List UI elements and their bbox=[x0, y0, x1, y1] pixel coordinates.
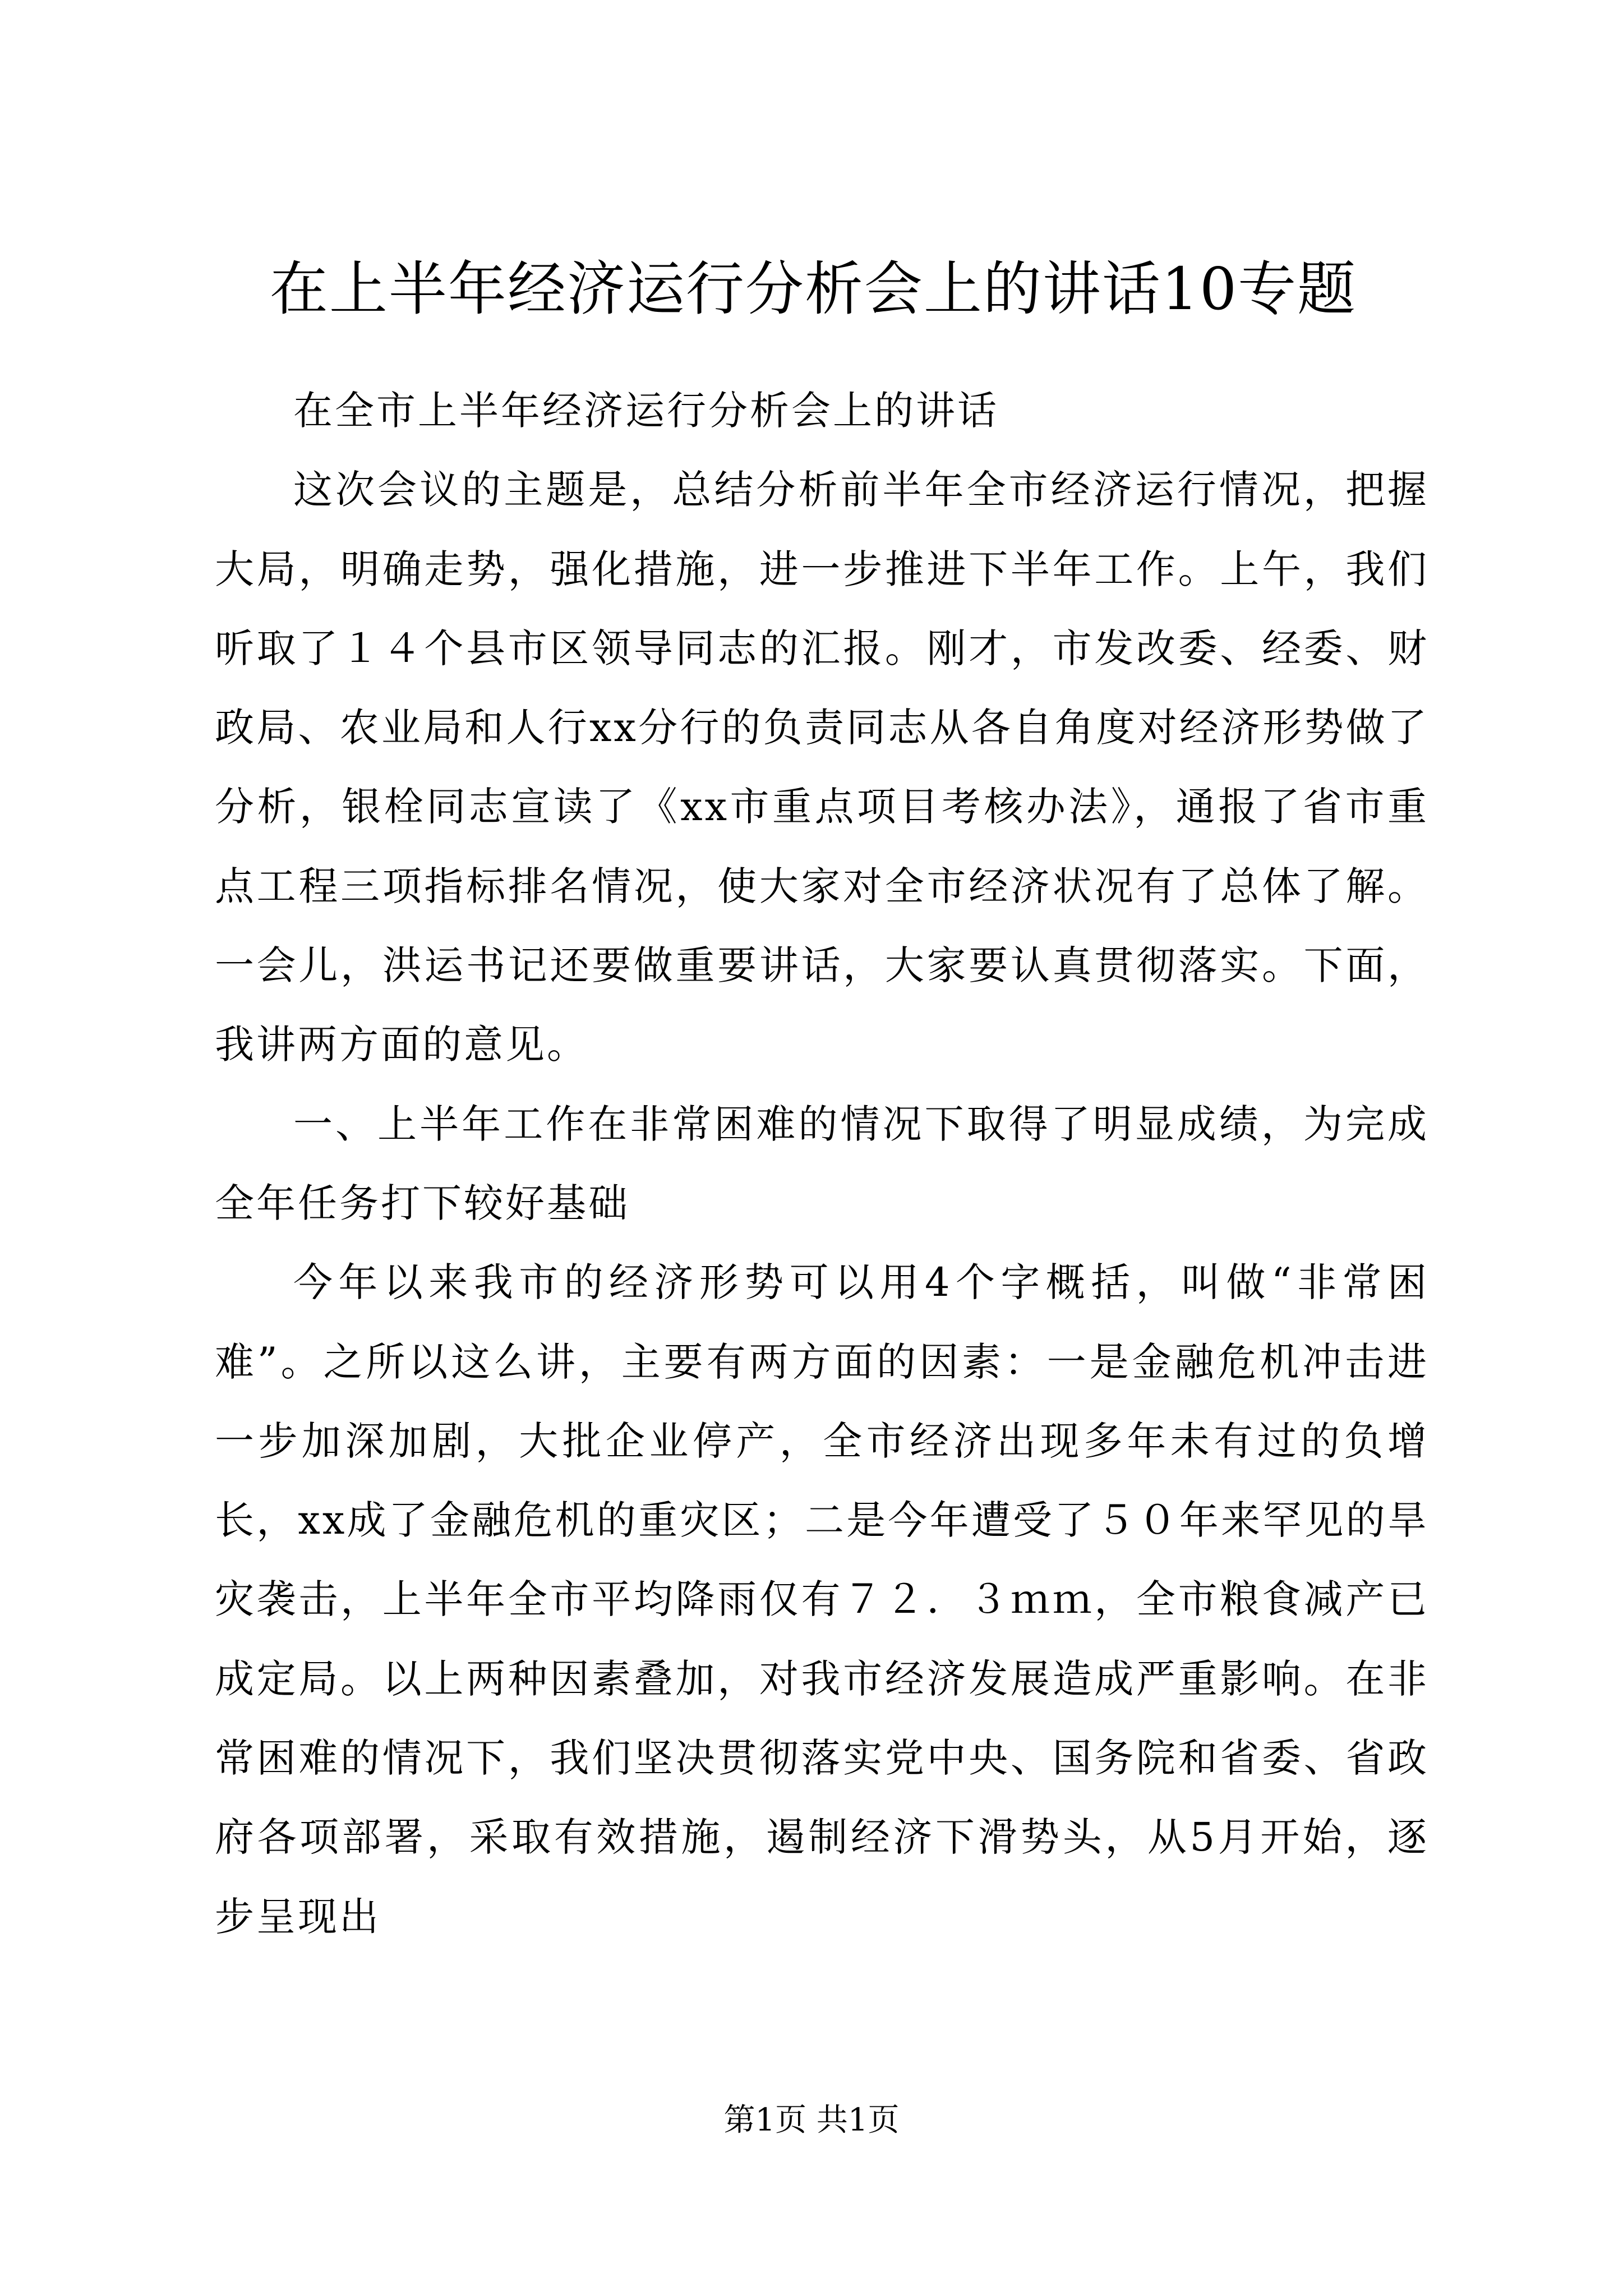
body-paragraph: 今年以来我市的经济形势可以用4个字概括，叫做“非常困难”。之所以这么讲，主要有两方面的因素：一是金融危机冲击进一步加深加剧，大批企业停产，全市经济出现多年未有过的负增长，xx成了金融危机的重灾区；二是今年遭受了５０年来罕见的旱灾袭击，上半年全市平均降雨仅有７２．３ｍｍ，全市粮食减产已成定局。以上两种因素叠加，对我市经济发展造成严重影响。在非常困难的情况下，我们坚决贯彻落实党中央、国务院和省委、省政府各项部署，采取有效措施，遏制经济下滑势头，从5月开始，逐步呈现出 bbox=[215, 1259, 1429, 1940]
section-heading-paragraph: 一、上半年工作在非常困难的情况下取得了明显成绩，为完成全年任务打下较好基础 bbox=[215, 1101, 1429, 1226]
page-footer: 第1页 共1页 bbox=[723, 2102, 900, 2138]
subtitle-paragraph: 在全市上半年经济运行分析会上的讲话 bbox=[293, 388, 999, 434]
document-title: 在上半年经济运行分析会上的讲话10专题 bbox=[269, 255, 1357, 323]
document-body bbox=[215, 371, 1429, 1957]
body-paragraph: 这次会议的主题是，总结分析前半年全市经济运行情况，把握大局，明确走势，强化措施，进一步推进下半年工作。上午，我们听取了１４个县市区领导同志的汇报。刚才，市发改委、经委、财政局、农业局和人行xx分行的负责同志从各自角度对经济形势做了分析，银栓同志宣读了《xx市重点项目考核办法》，通报了省市重点工程三项指标排名情况，使大家对全市经济状况有了总体了解。一会儿，洪运书记还要做重要讲话，大家要认真贯彻落实。下面，我讲两方面的意见。 bbox=[215, 467, 1429, 1068]
